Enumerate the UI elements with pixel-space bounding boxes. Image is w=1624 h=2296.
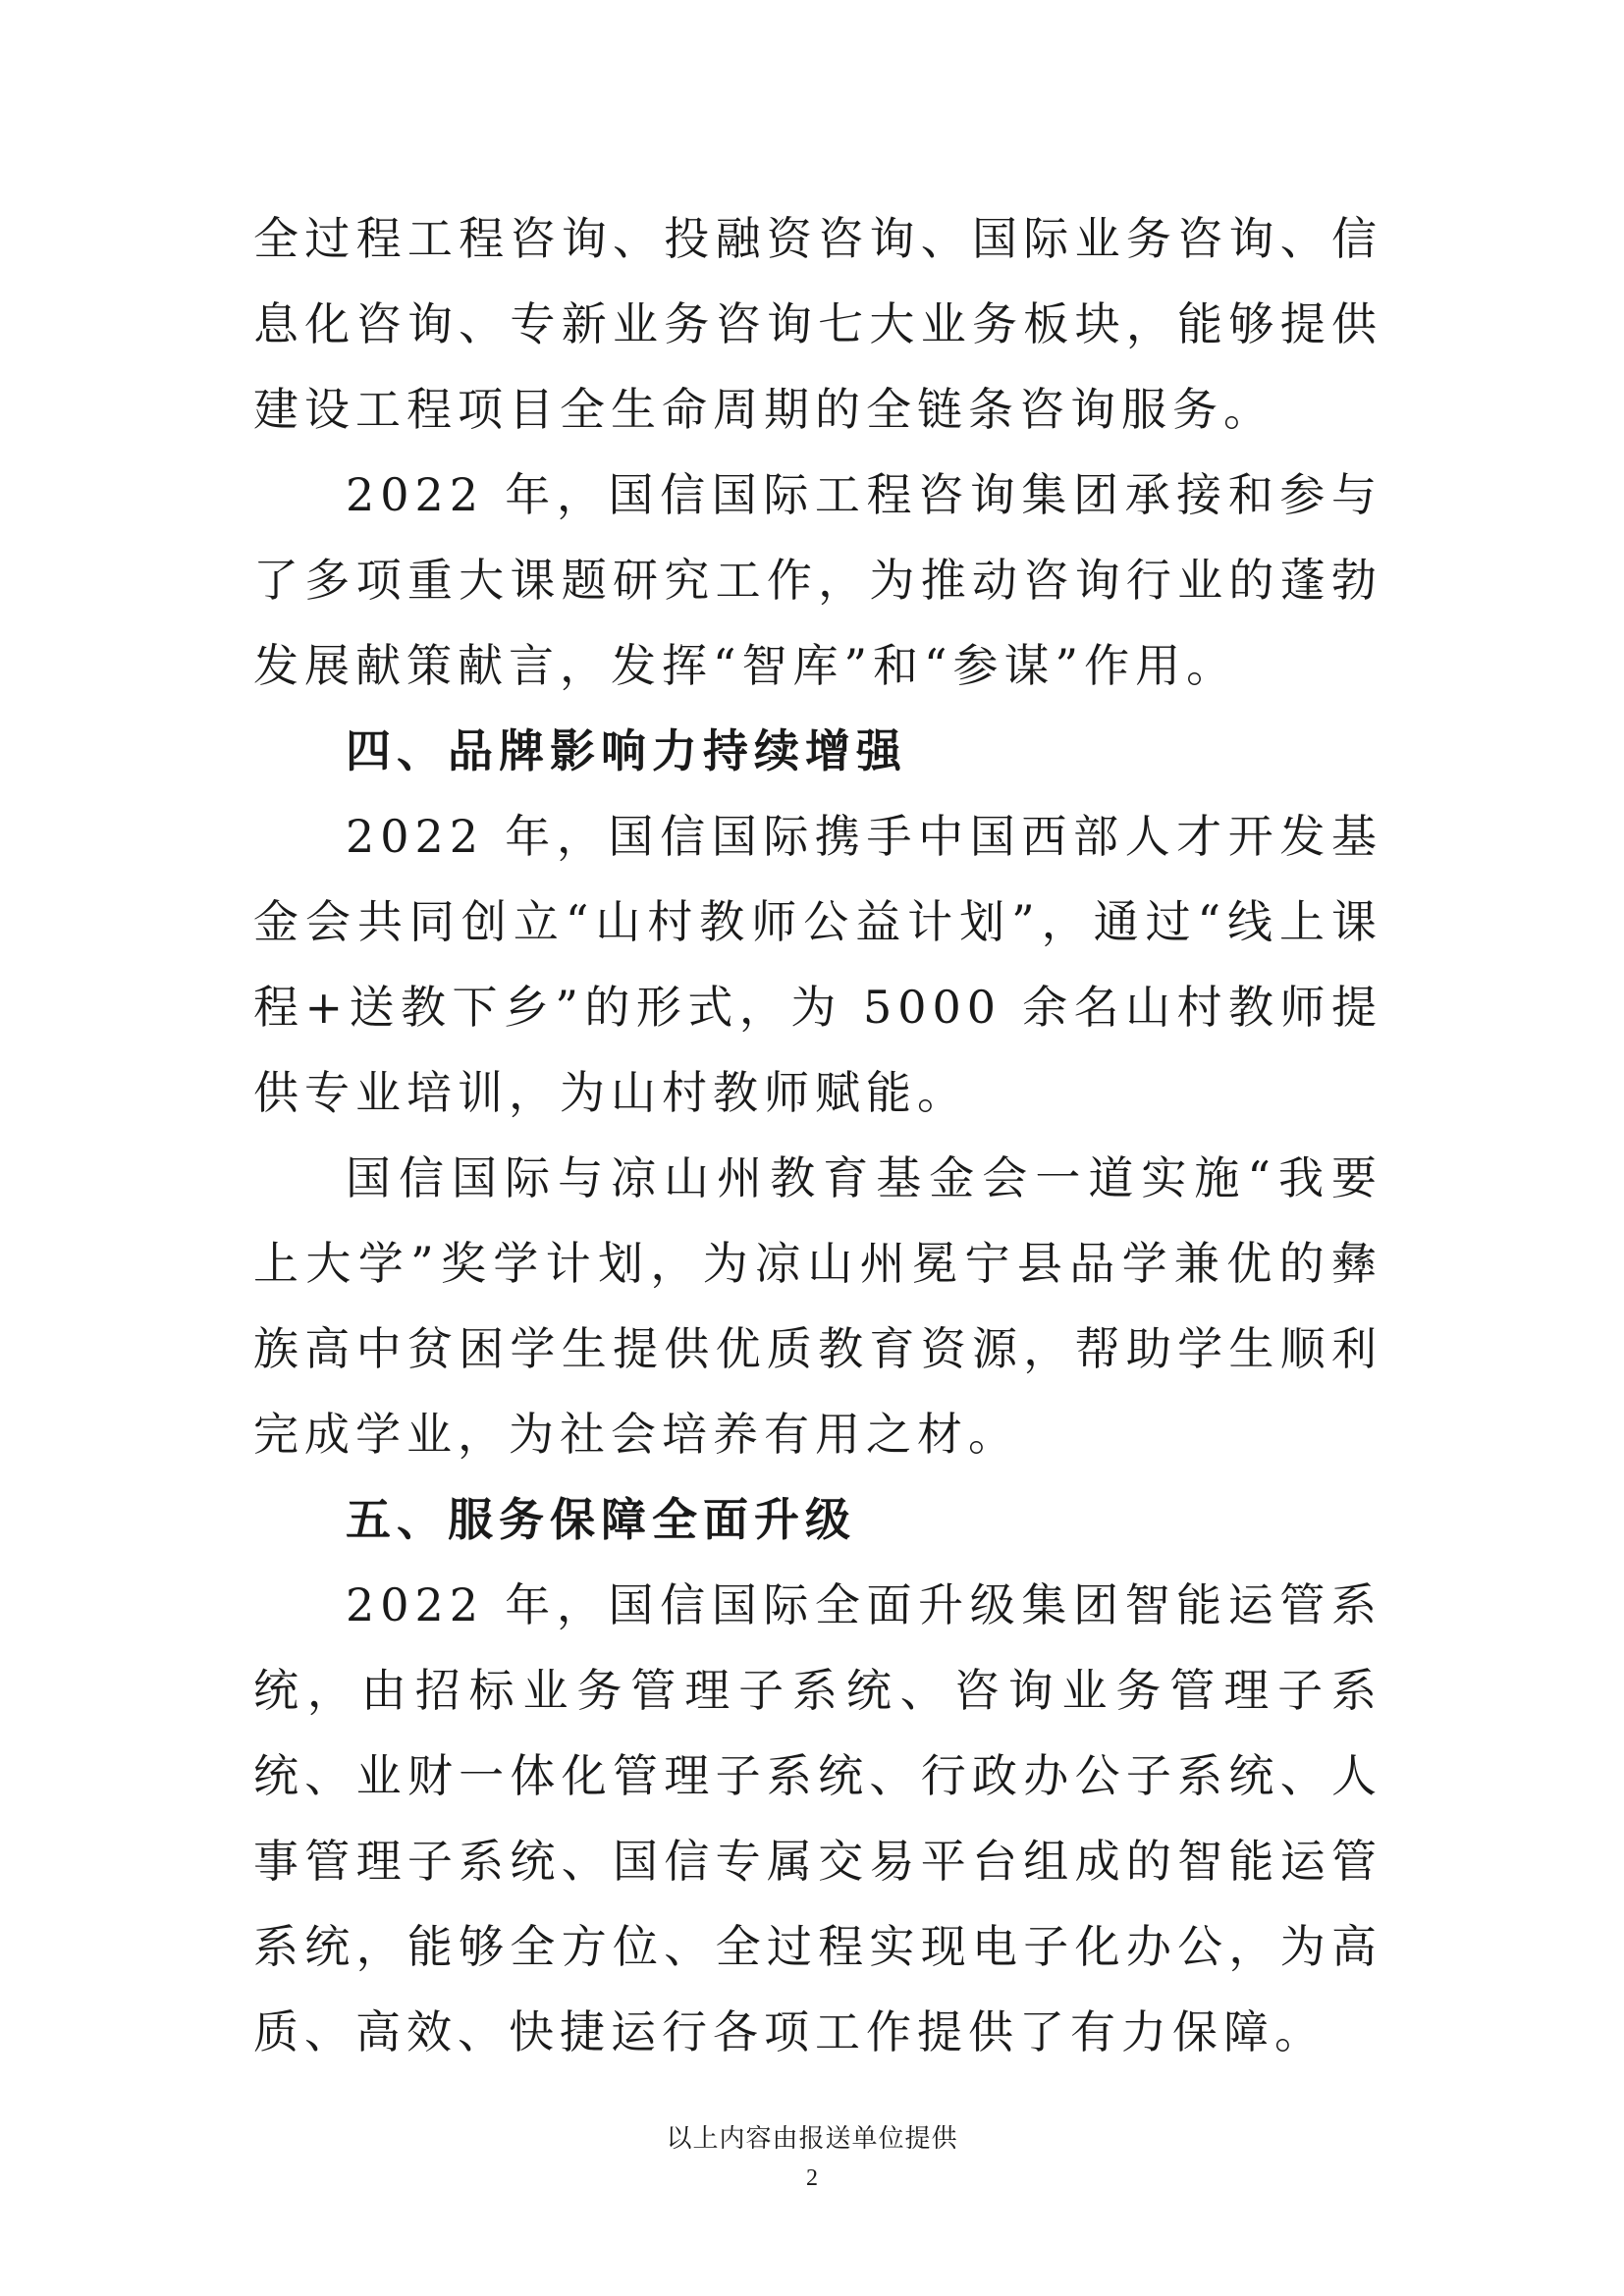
page-number: 2 (806, 2165, 818, 2191)
paragraph-scholarship-program: 国信国际与凉山州教育基金会一道实施“我要上大学”奖学计划，为凉山州冕宁县品学兼优的彝族高中贫困学生提供优质教育资源，帮助学生顺利完成学业，为社会培养有用之材。 (253, 1151, 1382, 1461)
section-heading-service-upgrade: 五、服务保障全面升级 (346, 1493, 856, 1546)
paragraph-teacher-program: 2022 年，国信国际携手中国西部人才开发基金会共同创立“山村教师公益计划”，通过“线上课程+送教下乡”的形式，为 5000 余名山村教师提供专业培训，为山村教师赋能。 (253, 810, 1382, 1119)
paragraph-consulting-segments: 全过程工程咨询、投融资咨询、国际业务咨询、信息化咨询、专新业务咨询七大业务板块，能够提供建设工程项目全生命周期的全链条咨询服务。 (253, 212, 1382, 436)
paragraph-research-work: 2022 年，国信国际工程咨询集团承接和参与了多项重大课题研究工作，为推动咨询行业的蓬勃发展献策献言，发挥“智库”和“参谋”作用。 (253, 468, 1382, 692)
paragraph-management-system: 2022 年，国信国际全面升级集团智能运管系统，由招标业务管理子系统、咨询业务管理子系统、业财一体化管理子系统、行政办公子系统、人事管理子系统、国信专属交易平台组成的智能运管系统，能够全方位、全过程实现电子化办公，为高质、高效、快捷运行各项工作提供了有力保障。 (253, 1578, 1382, 2058)
section-heading-brand-influence: 四、品牌影响力持续增强 (346, 724, 907, 777)
footer-source-note: 以上内容由报送单位提供 (666, 2124, 958, 2154)
document-body (253, 196, 1382, 2075)
